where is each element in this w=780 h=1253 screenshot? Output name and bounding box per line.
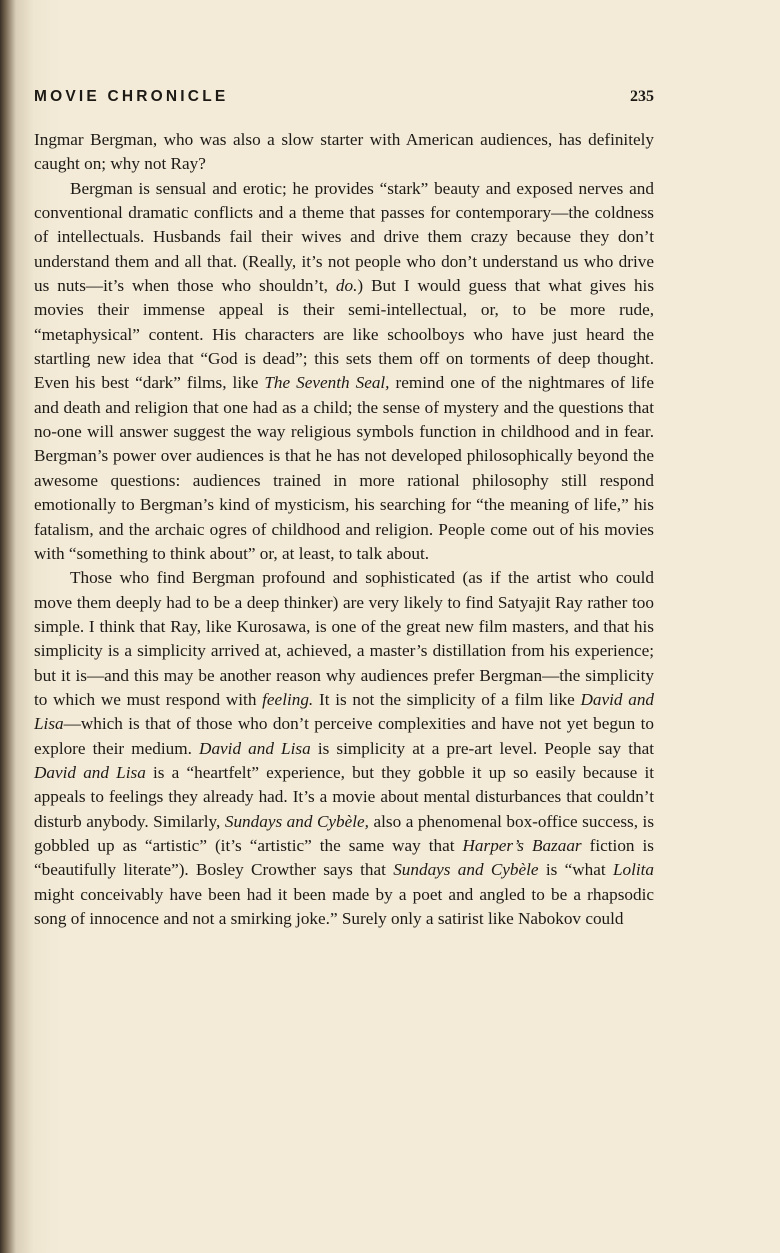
film-title: Lolita	[612, 860, 655, 880]
page-number: 235	[630, 88, 654, 105]
film-title: David and Lisa	[199, 738, 311, 758]
italic-text: do.	[335, 276, 358, 296]
body-text	[34, 128, 654, 931]
paragraph-text: is simplicity at a pre-art level. People say that	[317, 738, 654, 758]
film-title: Sundays and Cybèle	[393, 860, 539, 880]
italic-text: feeling.	[262, 689, 314, 709]
paragraph-text: remind one of the nightmares of life and death and religion that one had as a child; the sense of mystery and the questions that no-one will answer suggest the way religious symbols function in childhood and in fear. Bergman’s power over audiences is that he has not developed philosophically beyond the awesome questions: audiences trained in more rational philosophy still respond emotionally to Bergman’s kind of mysticism, his searching for “the meaning of life,” his fatalism, and the archaic ogres of childhood and religion. People come out of his movies with “something to think about” or, at least, to talk about.	[34, 373, 654, 563]
paragraph-text: —which is that of those who don’t perceive complexities and have not yet begun to explore their medium.	[34, 714, 654, 758]
running-head: MOVIE CHRONICLE	[34, 88, 229, 105]
paragraph-text: is “what	[545, 860, 606, 880]
paragraph-text: fiction is “beautifully literate”). Bosley Crowther says that	[34, 835, 654, 880]
film-title: David and Lisa	[34, 689, 655, 734]
paragraph-1	[34, 128, 654, 177]
film-title: David and Lisa	[34, 762, 146, 782]
paragraph-2	[34, 177, 654, 567]
paragraph-3	[34, 566, 654, 931]
paragraph-text: is a “heartfelt” experience, but they gobble it up so easily because it appeals to feelings they already had. It’s a movie about mental disturbances that couldn’t disturb anybody. Similarly,	[34, 762, 655, 831]
page-header	[34, 88, 654, 112]
paragraph-text: Ingmar Bergman, who was also a slow starter with American audiences, has definitely caught on; why not Ray?	[34, 130, 654, 174]
film-title: The Seventh Seal,	[264, 373, 390, 393]
paragraph-text: Bergman is sensual and erotic; he provides “stark” beauty and exposed nerves and conventional dramatic conflicts and a theme that passes for contemporary—the coldness of intellectuals. Husbands fail their wives and drive them crazy because they don’t understand them and all that. (Really, it’s not people who don’t understand us who drive us nuts—it’s when those who shouldn’t,	[34, 178, 654, 296]
paragraph-text: It is not the simplicity of a film like	[318, 689, 575, 709]
film-title: Sundays and Cybèle,	[224, 811, 369, 831]
magazine-title: Harper’s Bazaar	[462, 835, 582, 855]
paragraph-text: might conceivably have been had it been made by a poet and angled to be a rhapsodic song of innocence and not a smirking joke.” Surely only a satirist like Nabokov could	[34, 884, 654, 928]
paragraph-text: Those who find Bergman profound and sophisticated (as if the artist who could move them deeply had to be a deep thinker) are very likely to find Satyajit Ray rather too simple. I think that Ray, like Kurosawa, is one of the great new film masters, and that his simplicity is a simplicity arrived at, achieved, a master’s distillation from his experience; but it is—and this may be another reason why audiences prefer Bergman—the simplicity to which we must respond with	[34, 568, 654, 709]
paragraph-text: ) But I would guess that what gives his movies their immense appeal is their semi-intellectual, or, to be more rude, “metaphysical” content. His characters are like schoolboys who have just heard the startling new idea that “God is dead”; this sets them off on torments of deep thought. Even his best “dark” films, like	[34, 276, 655, 393]
paragraph-text: also a phenomenal box-office success, is gobbled up as “artistic” (it’s “artistic” the same way that	[34, 811, 655, 855]
